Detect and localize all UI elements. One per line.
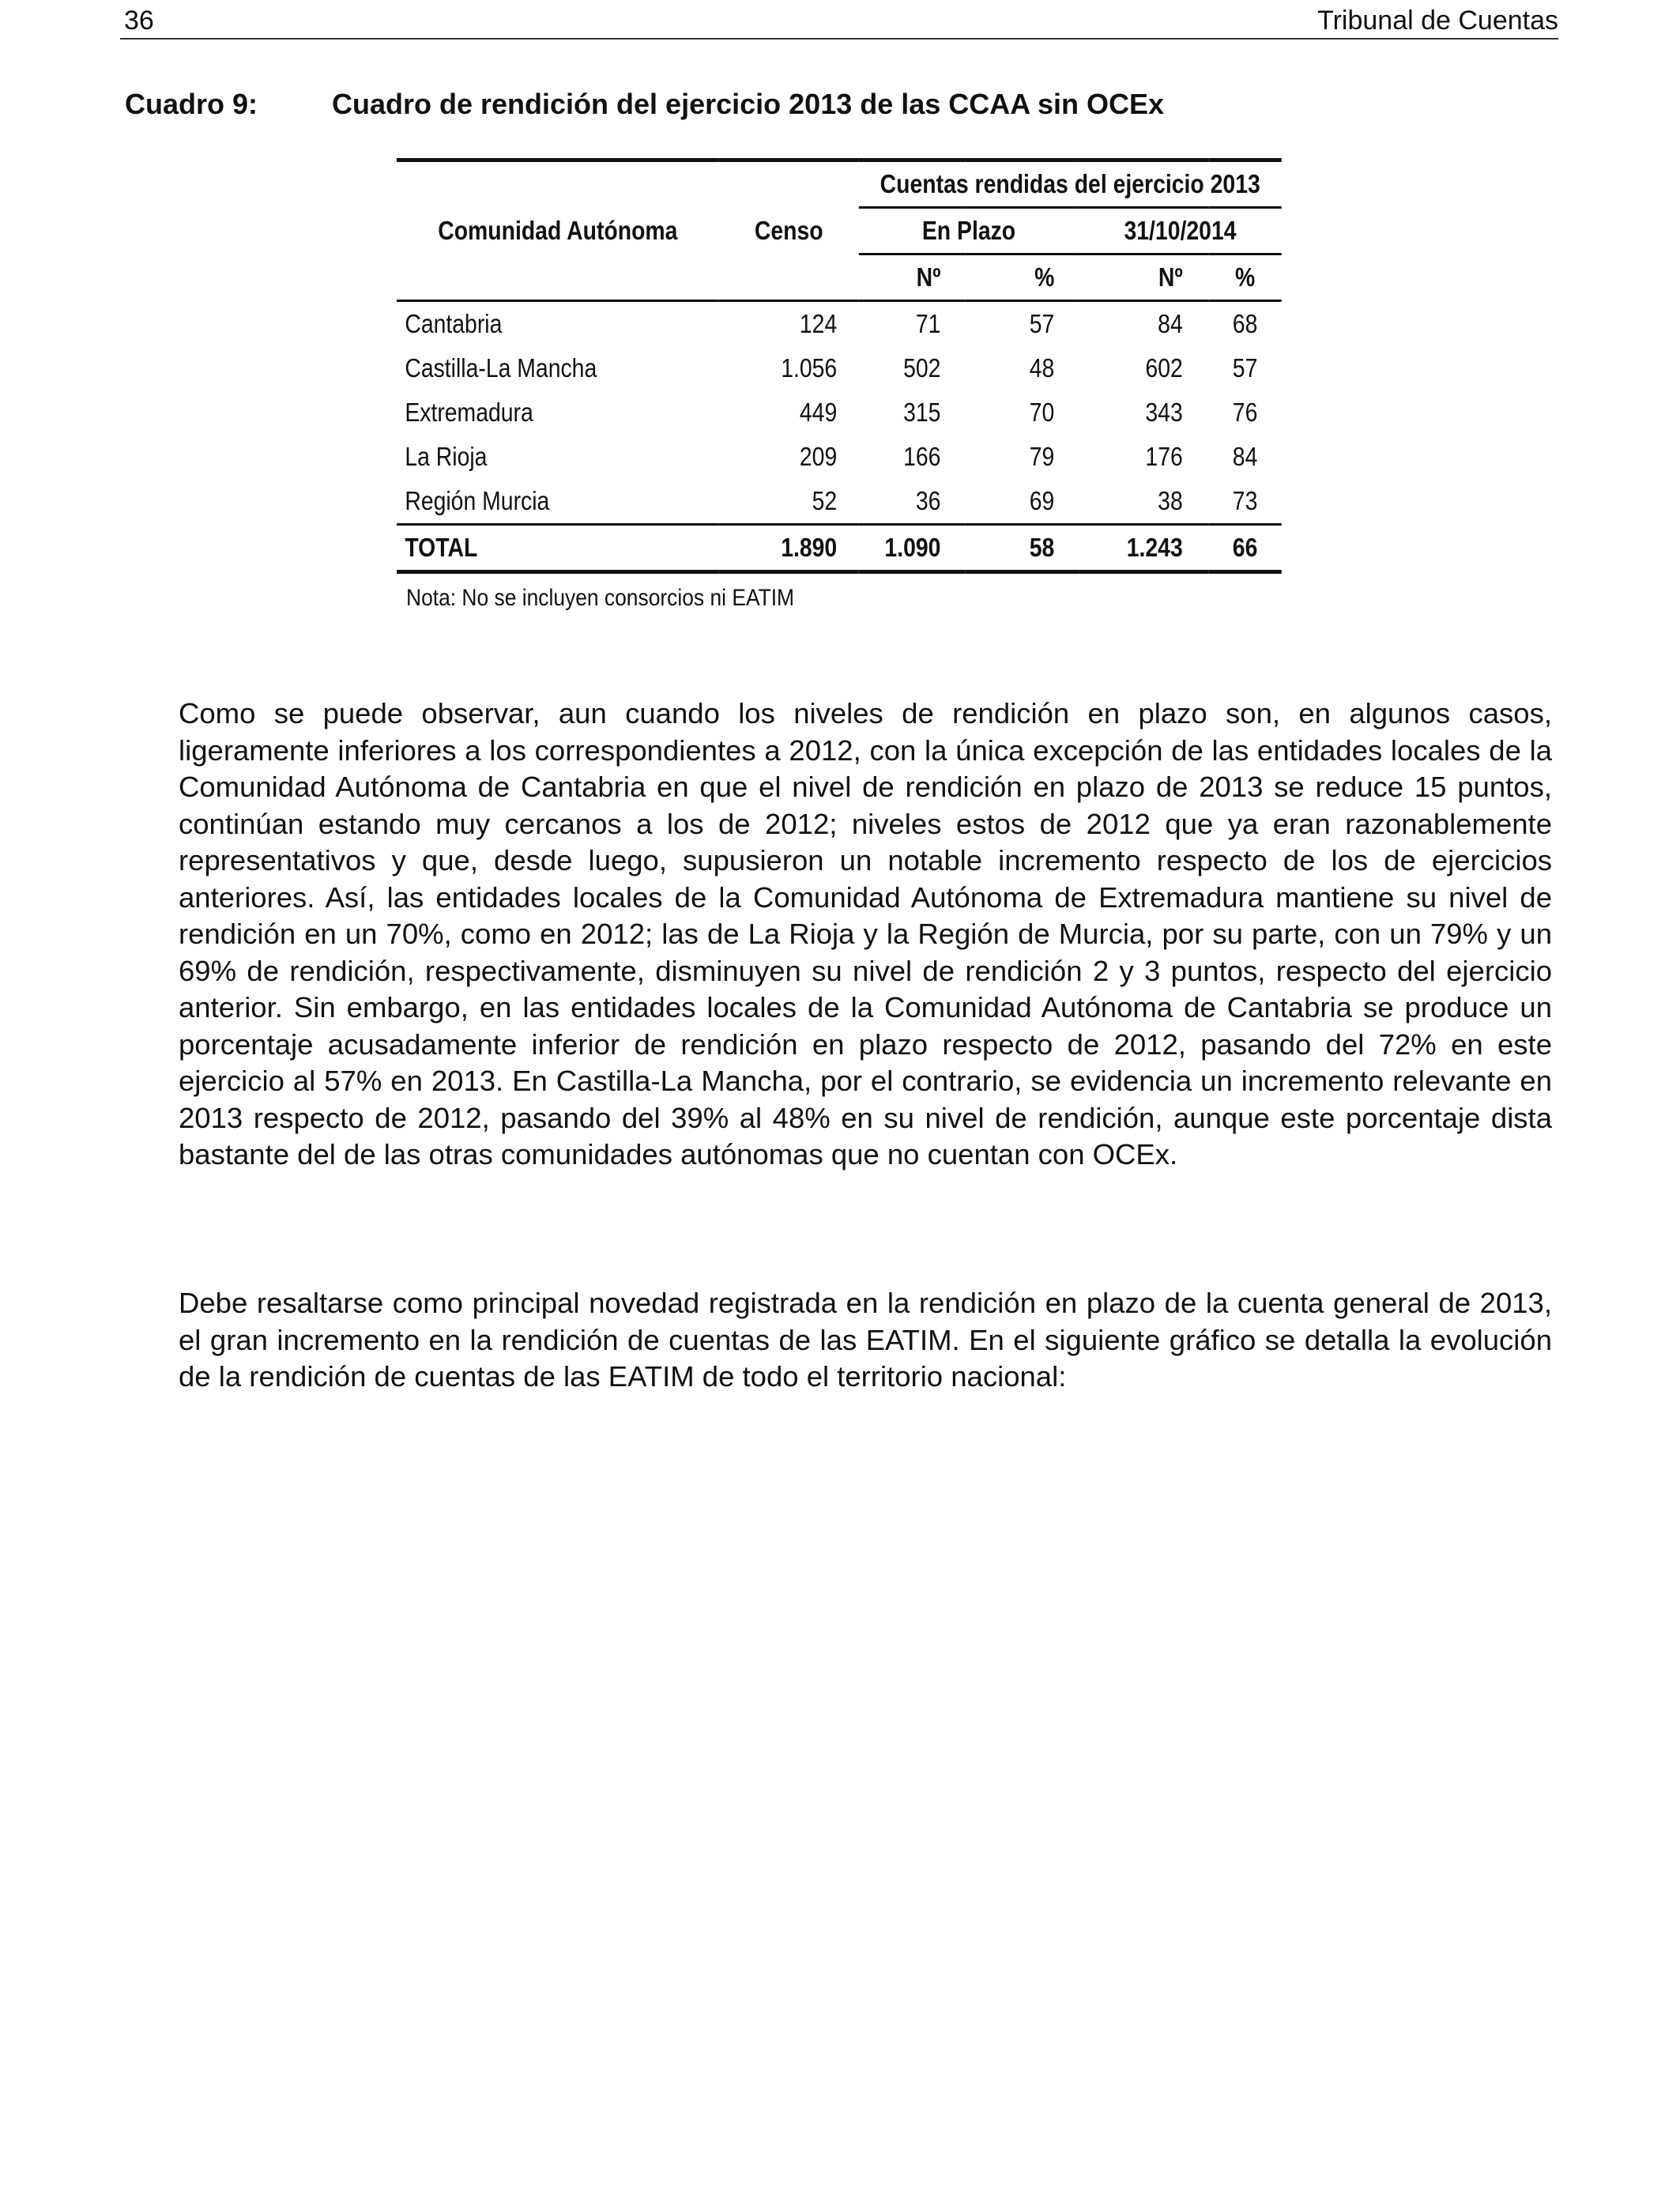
- row-censo: 1.056: [781, 353, 838, 383]
- row-p1: 69: [1029, 486, 1055, 515]
- total-censo: 1.890: [719, 525, 859, 572]
- body-paragraph-2: Debe resaltarse como principal novedad registrada en la rendición en plazo de la cuenta general de 2013, el gran incremento en la rendición de cuentas de las EATIM. En el siguiente gráfico se detalla la evolución de la rendición de cuentas de las EATIM de todo el territorio nacional:: [179, 1287, 1552, 1393]
- row-name: Extremadura: [405, 398, 533, 427]
- row-n1: 315: [903, 398, 941, 427]
- row-p2: 73: [1232, 486, 1258, 515]
- table-row: [397, 346, 1282, 390]
- row-p2: 84: [1232, 442, 1258, 471]
- row-censo: 124: [799, 309, 838, 338]
- row-n2: 176: [1145, 442, 1183, 471]
- total-n2: 1.243: [1079, 525, 1208, 572]
- col-p1-header: %: [1034, 262, 1055, 292]
- table-row: [397, 435, 1282, 479]
- row-p1: 79: [1029, 442, 1055, 471]
- row-p1: 70: [1029, 398, 1055, 427]
- row-censo: 449: [799, 398, 838, 427]
- sub-date-header: 31/10/2014: [1079, 208, 1281, 254]
- row-n1: 166: [903, 442, 941, 471]
- row-name: La Rioja: [405, 442, 488, 471]
- table-header-row-3: [397, 254, 1282, 301]
- table-row: [397, 301, 1282, 347]
- col-n2-header: Nº: [1158, 262, 1183, 292]
- table-header-row-1: [397, 160, 1282, 208]
- col-p2-header: %: [1234, 262, 1256, 292]
- row-name: Región Murcia: [405, 486, 550, 515]
- col-n1-header: Nº: [916, 262, 941, 292]
- group-header: Cuentas rendidas del ejercicio 2013: [859, 160, 1282, 208]
- page-header: [120, 5, 1558, 40]
- body-paragraph-1: Como se puede observar, aun cuando los niveles de rendición en plazo son, en algunos casos, ligeramente inferiores a los correspondientes a 2012, con la única excepción de las entidades locales de la Comunidad Autónoma de Cantabria en que el nivel de rendición en plazo de 2013 se reduce 15 puntos, continúan estando muy cercanos a los de 2012; niveles estos de 2012 que ya eran razonablemente representativos y que, desde luego, supusieron un notable incremento respecto de los de ejercicios anteriores. Así, las entidades locales de la Comunidad Autónoma de Extremadura mantiene su nivel de rendición en un 70%, como en 2012; las de La Rioja y la Región de Murcia, por su parte, con un 79% y un 69% de rendición, respectivamente, disminuyen su nivel de rendición 2 y 3 puntos, respecto del ejercicio anterior. Sin embargo, en las entidades locales de la Comunidad Autónoma de Cantabria se produce un porcentaje acusadamente inferior de rendición en plazo respecto de 2012, pasando del 72% en este ejercicio al 57% en 2013. En Castilla-La Mancha, por el contrario, se evidencia un incremento relevante en 2013 respecto de 2012, pasando del 39% al 48% en su nivel de rendición, aunque este porcentaje dista bastante del de las otras comunidades autónomas que no cuentan con OCEx.: [179, 697, 1552, 1171]
- row-p1: 48: [1029, 353, 1055, 383]
- row-n1: 502: [903, 353, 941, 383]
- page-number: 36: [124, 6, 154, 36]
- row-n2: 84: [1158, 309, 1183, 338]
- row-n2: 602: [1145, 353, 1183, 383]
- total-name: TOTAL: [397, 525, 719, 572]
- table-note: Nota: No se incluyen consorcios ni EATIM: [406, 585, 795, 611]
- col-censo-header: Censo: [754, 216, 823, 245]
- row-p1: 57: [1029, 309, 1055, 338]
- total-row: [397, 525, 1282, 572]
- table-header-row-2: [397, 208, 1282, 254]
- row-name: Cantabria: [405, 309, 503, 338]
- row-n2: 38: [1158, 486, 1183, 515]
- caption-title: Cuadro de rendición del ejercicio 2013 de las CCAA sin OCEx: [332, 88, 1164, 120]
- row-n1: 36: [915, 486, 941, 515]
- rendition-table-wrapper: [397, 158, 1282, 574]
- row-p2: 76: [1232, 398, 1258, 427]
- col-region-header: Comunidad Autónoma: [438, 216, 678, 245]
- row-n2: 343: [1145, 398, 1183, 427]
- row-censo: 52: [812, 486, 838, 515]
- row-n1: 71: [915, 309, 941, 338]
- row-p2: 68: [1232, 309, 1258, 338]
- row-p2: 57: [1232, 353, 1258, 383]
- row-censo: 209: [799, 442, 838, 471]
- total-n1: 1.090: [859, 525, 966, 572]
- row-name: Castilla-La Mancha: [405, 353, 597, 383]
- total-p1: 58: [965, 525, 1079, 572]
- rendition-table: [397, 158, 1282, 574]
- total-p2: 66: [1208, 525, 1281, 572]
- sub-en-plazo-header: En Plazo: [859, 208, 1079, 254]
- table-row: [397, 390, 1282, 435]
- running-title: Tribunal de Cuentas: [1317, 6, 1558, 36]
- caption-label: Cuadro 9:: [125, 88, 258, 120]
- table-row: [397, 479, 1282, 525]
